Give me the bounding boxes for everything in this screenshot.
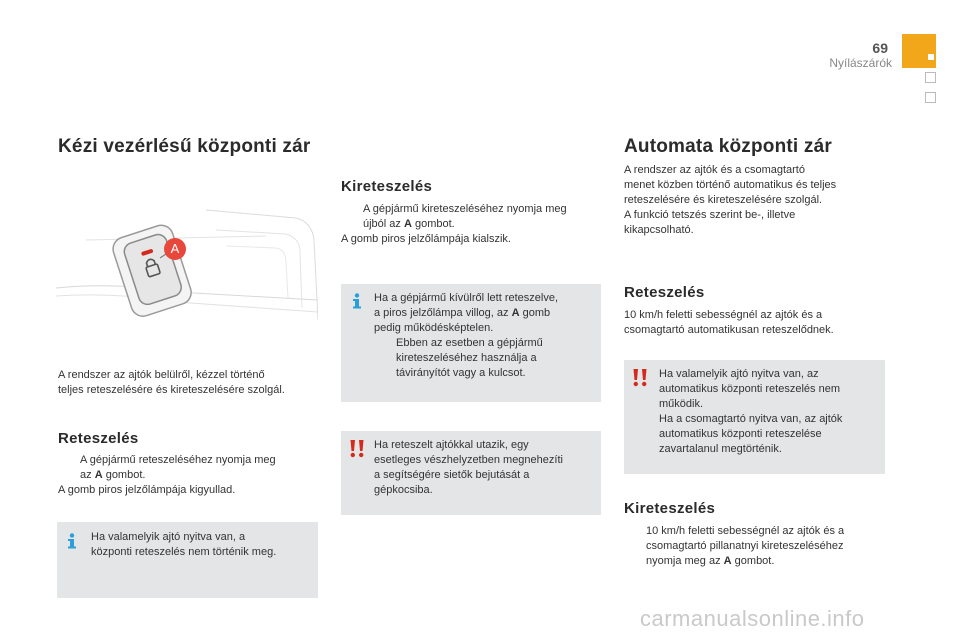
middle-info-box [341,284,601,402]
text-line: A gépjármű kireteszeléséhez nyomja meg [363,203,567,215]
right-title: Automata központi zár [624,136,832,157]
unlock-note: A gomb piros jelzőlámpája kialszik. [341,233,511,245]
left-title: Kézi vezérlésű központi zár [58,136,311,157]
page-number: 69 [872,40,888,56]
button-label-a: A [94,469,103,481]
text-line: automatikus központi reteszelés nem [659,383,840,395]
text-line: pedig működésképtelen. [374,322,494,334]
chapter-tab [902,34,936,68]
text-line: csomagtartó automatikusan reteszelődnek. [624,324,834,336]
text-line: távirányítót vagy a kulcsot. [396,367,526,379]
button-label-a: A [511,307,520,319]
info-icon [350,293,364,309]
text-fragment: gomb [519,307,551,319]
text-line: A rendszer az ajtók és a csomagtartó [624,164,805,176]
text-fragment: nyomja meg az [646,555,724,567]
text-line: kikapcsolható. [624,224,694,236]
text-line: A gépjármű reteszeléséhez nyomja meg [80,454,276,466]
text-line: Ha a gépjármű kívülről lett reteszelve, [374,292,559,304]
text-line: központi reteszelés nem történik meg. [91,546,277,558]
text-fragment: az [80,469,95,481]
text-line: működik. [659,398,704,410]
info-icon [65,533,79,549]
text-line: teljes reteszelésére és kireteszelésére szolgál. [58,384,285,396]
watermark: carmanualsonline.info [640,606,865,631]
text-line: Ha reteszelt ajtókkal utazik, egy [374,439,529,451]
warning-icon [632,369,648,387]
text-line: automatikus központi reteszelése [659,428,822,440]
text-line: Ebben az esetben a gépjármű [396,337,543,349]
text-line: kireteszeléséhez használja a [396,352,537,364]
text-line: gépkocsiba. [374,484,433,496]
text-fragment: a piros jelzőlámpa villog, az [374,307,512,319]
text-line: A funkció tetszés szerint be-, illetve [624,209,796,221]
right-locking-heading: Reteszelés [624,284,705,301]
left-locking-bullet [58,453,320,498]
text-fragment: újból az [363,218,404,230]
left-info-box [57,522,318,598]
door-button-illustration [56,200,318,340]
text-line: Ha valamelyik ajtó nyitva van, az [659,368,819,380]
text-line: csomagtartó pillanatnyi kireteszeléséhez [646,540,844,552]
text-line: esetleges vészhelyzetben megnehezíti [374,454,563,466]
text-line: zavartalanul megtörténik. [659,443,782,455]
text-line: Ha valamelyik ajtó nyitva van, a [91,531,246,543]
text-line: 10 km/h feletti sebességnél az ajtók és a [646,525,845,537]
text-line: A rendszer az ajtók belülről, kézzel történő [58,369,265,381]
right-unlock-bullet [624,524,886,569]
callout-a-badge: A [164,238,186,260]
right-warning-box [624,360,885,474]
text-fragment: gombot. [102,469,146,481]
text-line: menet közben történő automatikus és teljes [624,179,837,191]
middle-unlock-bullet [341,202,603,247]
text-line: a segítségére sietők bejutását a [374,469,530,481]
middle-warning-box [341,431,601,515]
locking-note: A gomb piros jelzőlámpája kigyullad. [58,484,236,496]
left-locking-heading: Reteszelés [58,430,139,447]
text-line: Ha a csomagtartó nyitva van, az ajtók [659,413,843,425]
text-line: 10 km/h feletti sebességnél az ajtók és a [624,309,823,321]
text-line: reteszelésére és kireteszelésére szolgál. [624,194,823,206]
right-unlock-heading: Kireteszelés [624,500,716,517]
right-intro [624,163,886,238]
chapter-title: Nyílászárók [829,56,892,70]
warning-icon [349,440,365,458]
middle-unlock-heading: Kireteszelés [341,178,433,195]
right-locking-text [624,308,886,338]
chapter-tab-marker [925,92,936,103]
button-label-a: A [403,218,412,230]
chapter-tab-marker [925,72,936,83]
left-intro [58,368,320,398]
button-label-a: A [723,555,732,567]
text-fragment: gombot. [731,555,775,567]
text-fragment: gombot. [411,218,455,230]
